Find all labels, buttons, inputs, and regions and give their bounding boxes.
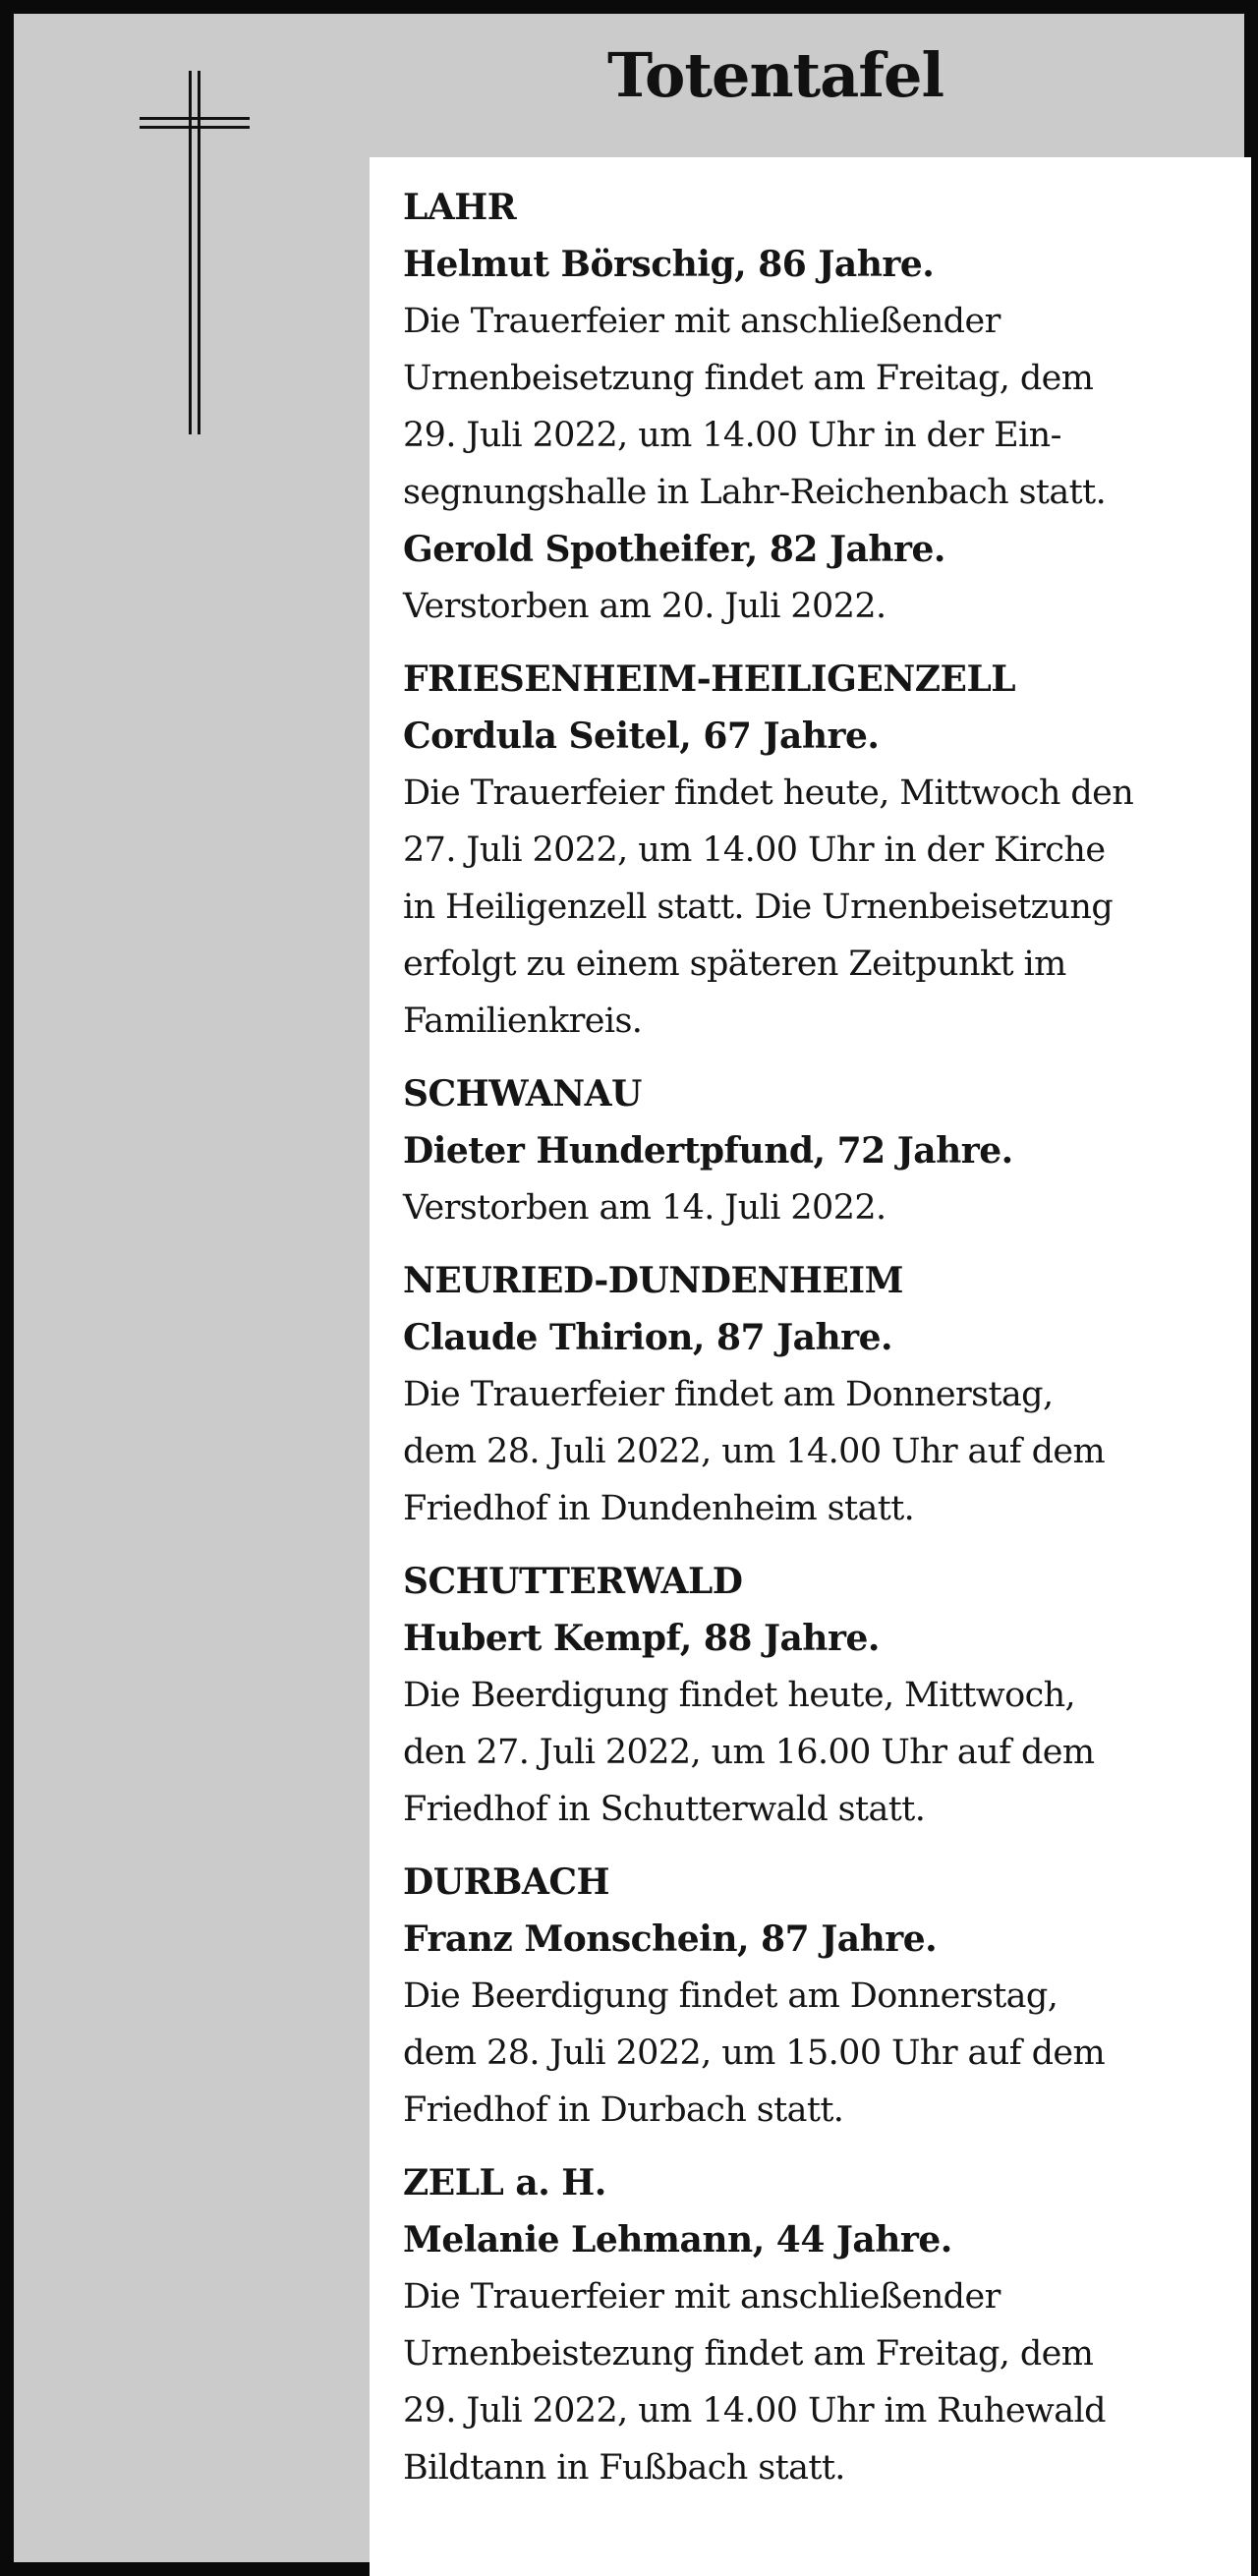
- place-heading: SCHUTTERWALD: [403, 1561, 743, 1602]
- notice-line: 27. Juli 2022, um 14.00 Uhr in der Kirche: [403, 830, 1106, 870]
- obituary-entry: [403, 1854, 1231, 2139]
- notice-line: Familienkreis.: [403, 1002, 643, 1041]
- notice-line: dem 28. Juli 2022, um 15.00 Uhr auf dem: [403, 2033, 1106, 2073]
- notice-line: Verstorben am 20. Juli 2022.: [403, 587, 886, 626]
- place-heading: LAHR: [403, 187, 517, 228]
- deceased-name: Franz Monschein, 87 Jahre.: [403, 1918, 938, 1960]
- notice-line: erfolgt zu einem späteren Zeitpunkt im: [403, 945, 1066, 984]
- obituary-entry: [403, 2154, 1231, 2496]
- notice-text: [403, 2268, 1231, 2496]
- notice-line: Die Beerdigung findet am Donnerstag,: [403, 1976, 1058, 2016]
- notice-text: [403, 1667, 1231, 1838]
- notice-line: dem 28. Juli 2022, um 14.00 Uhr auf dem: [403, 1432, 1106, 1471]
- notice-line: Bildtann in Fußbach statt.: [403, 2448, 845, 2488]
- notice-line: Friedhof in Dundenheim statt.: [403, 1489, 915, 1528]
- obituary-list: [370, 157, 1251, 2576]
- notice-text: [403, 578, 1231, 635]
- place-heading: NEURIED-DUNDENHEIM: [403, 1260, 903, 1301]
- obituary-entry: [403, 179, 1231, 635]
- obituary-entry: [403, 651, 1231, 1050]
- notice-line: Friedhof in Schutterwald statt.: [403, 1790, 926, 1829]
- notice-line: Urnenbeisetzung findet am Freitag, dem: [403, 359, 1094, 398]
- deceased-name: Melanie Lehmann, 44 Jahre.: [403, 2219, 952, 2261]
- deceased-name: Claude Thirion, 87 Jahre.: [403, 1317, 893, 1358]
- notice-line: Die Beerdigung findet heute, Mittwoch,: [403, 1676, 1076, 1715]
- notice-line: Die Trauerfeier mit anschließender: [403, 2277, 1001, 2317]
- notice-text: [403, 1366, 1231, 1537]
- deceased-name: Cordula Seitel, 67 Jahre.: [403, 716, 880, 757]
- deceased-name: Hubert Kempf, 88 Jahre.: [403, 1618, 880, 1659]
- notice-line: Die Trauerfeier findet heute, Mittwoch den: [403, 773, 1134, 813]
- obituary-entry: [403, 1065, 1231, 1236]
- notice-line: in Heiligenzell statt. Die Urnenbeisetzung: [403, 887, 1114, 927]
- notice-line: Urnenbeistezung findet am Freitag, dem: [403, 2334, 1094, 2374]
- place-heading: FRIESENHEIM-HEILIGENZELL: [403, 658, 1016, 700]
- notice-line: Die Trauerfeier findet am Donnerstag,: [403, 1375, 1054, 1414]
- deceased-name: Dieter Hundertpfund, 72 Jahre.: [403, 1130, 1013, 1172]
- place-heading: SCHWANAU: [403, 1073, 642, 1115]
- notice-line: Verstorben am 14. Juli 2022.: [403, 1188, 886, 1228]
- notice-text: [403, 1968, 1231, 2139]
- cross-icon: [140, 71, 250, 434]
- notice-text: [403, 765, 1231, 1050]
- page-title: Totentafel: [606, 39, 944, 111]
- notice-text: [403, 1179, 1231, 1236]
- notice-line: Die Trauerfeier mit anschließender: [403, 302, 1001, 341]
- deceased-name: Gerold Spotheifer, 82 Jahre.: [403, 529, 945, 570]
- notice-line: segnungshalle in Lahr-Reichenbach statt.: [403, 473, 1107, 512]
- place-heading: DURBACH: [403, 1861, 610, 1903]
- obituary-entry: [403, 1553, 1231, 1838]
- notice-line: 29. Juli 2022, um 14.00 Uhr in der Ein-: [403, 416, 1061, 455]
- obituary-entry: [403, 1252, 1231, 1537]
- notice-line: 29. Juli 2022, um 14.00 Uhr im Ruhewald: [403, 2391, 1106, 2431]
- notice-text: [403, 293, 1231, 521]
- deceased-name: Helmut Börschig, 86 Jahre.: [403, 244, 935, 285]
- place-heading: ZELL a. H.: [403, 2162, 606, 2204]
- notice-line: den 27. Juli 2022, um 16.00 Uhr auf dem: [403, 1733, 1095, 1772]
- notice-line: Friedhof in Durbach statt.: [403, 2090, 844, 2130]
